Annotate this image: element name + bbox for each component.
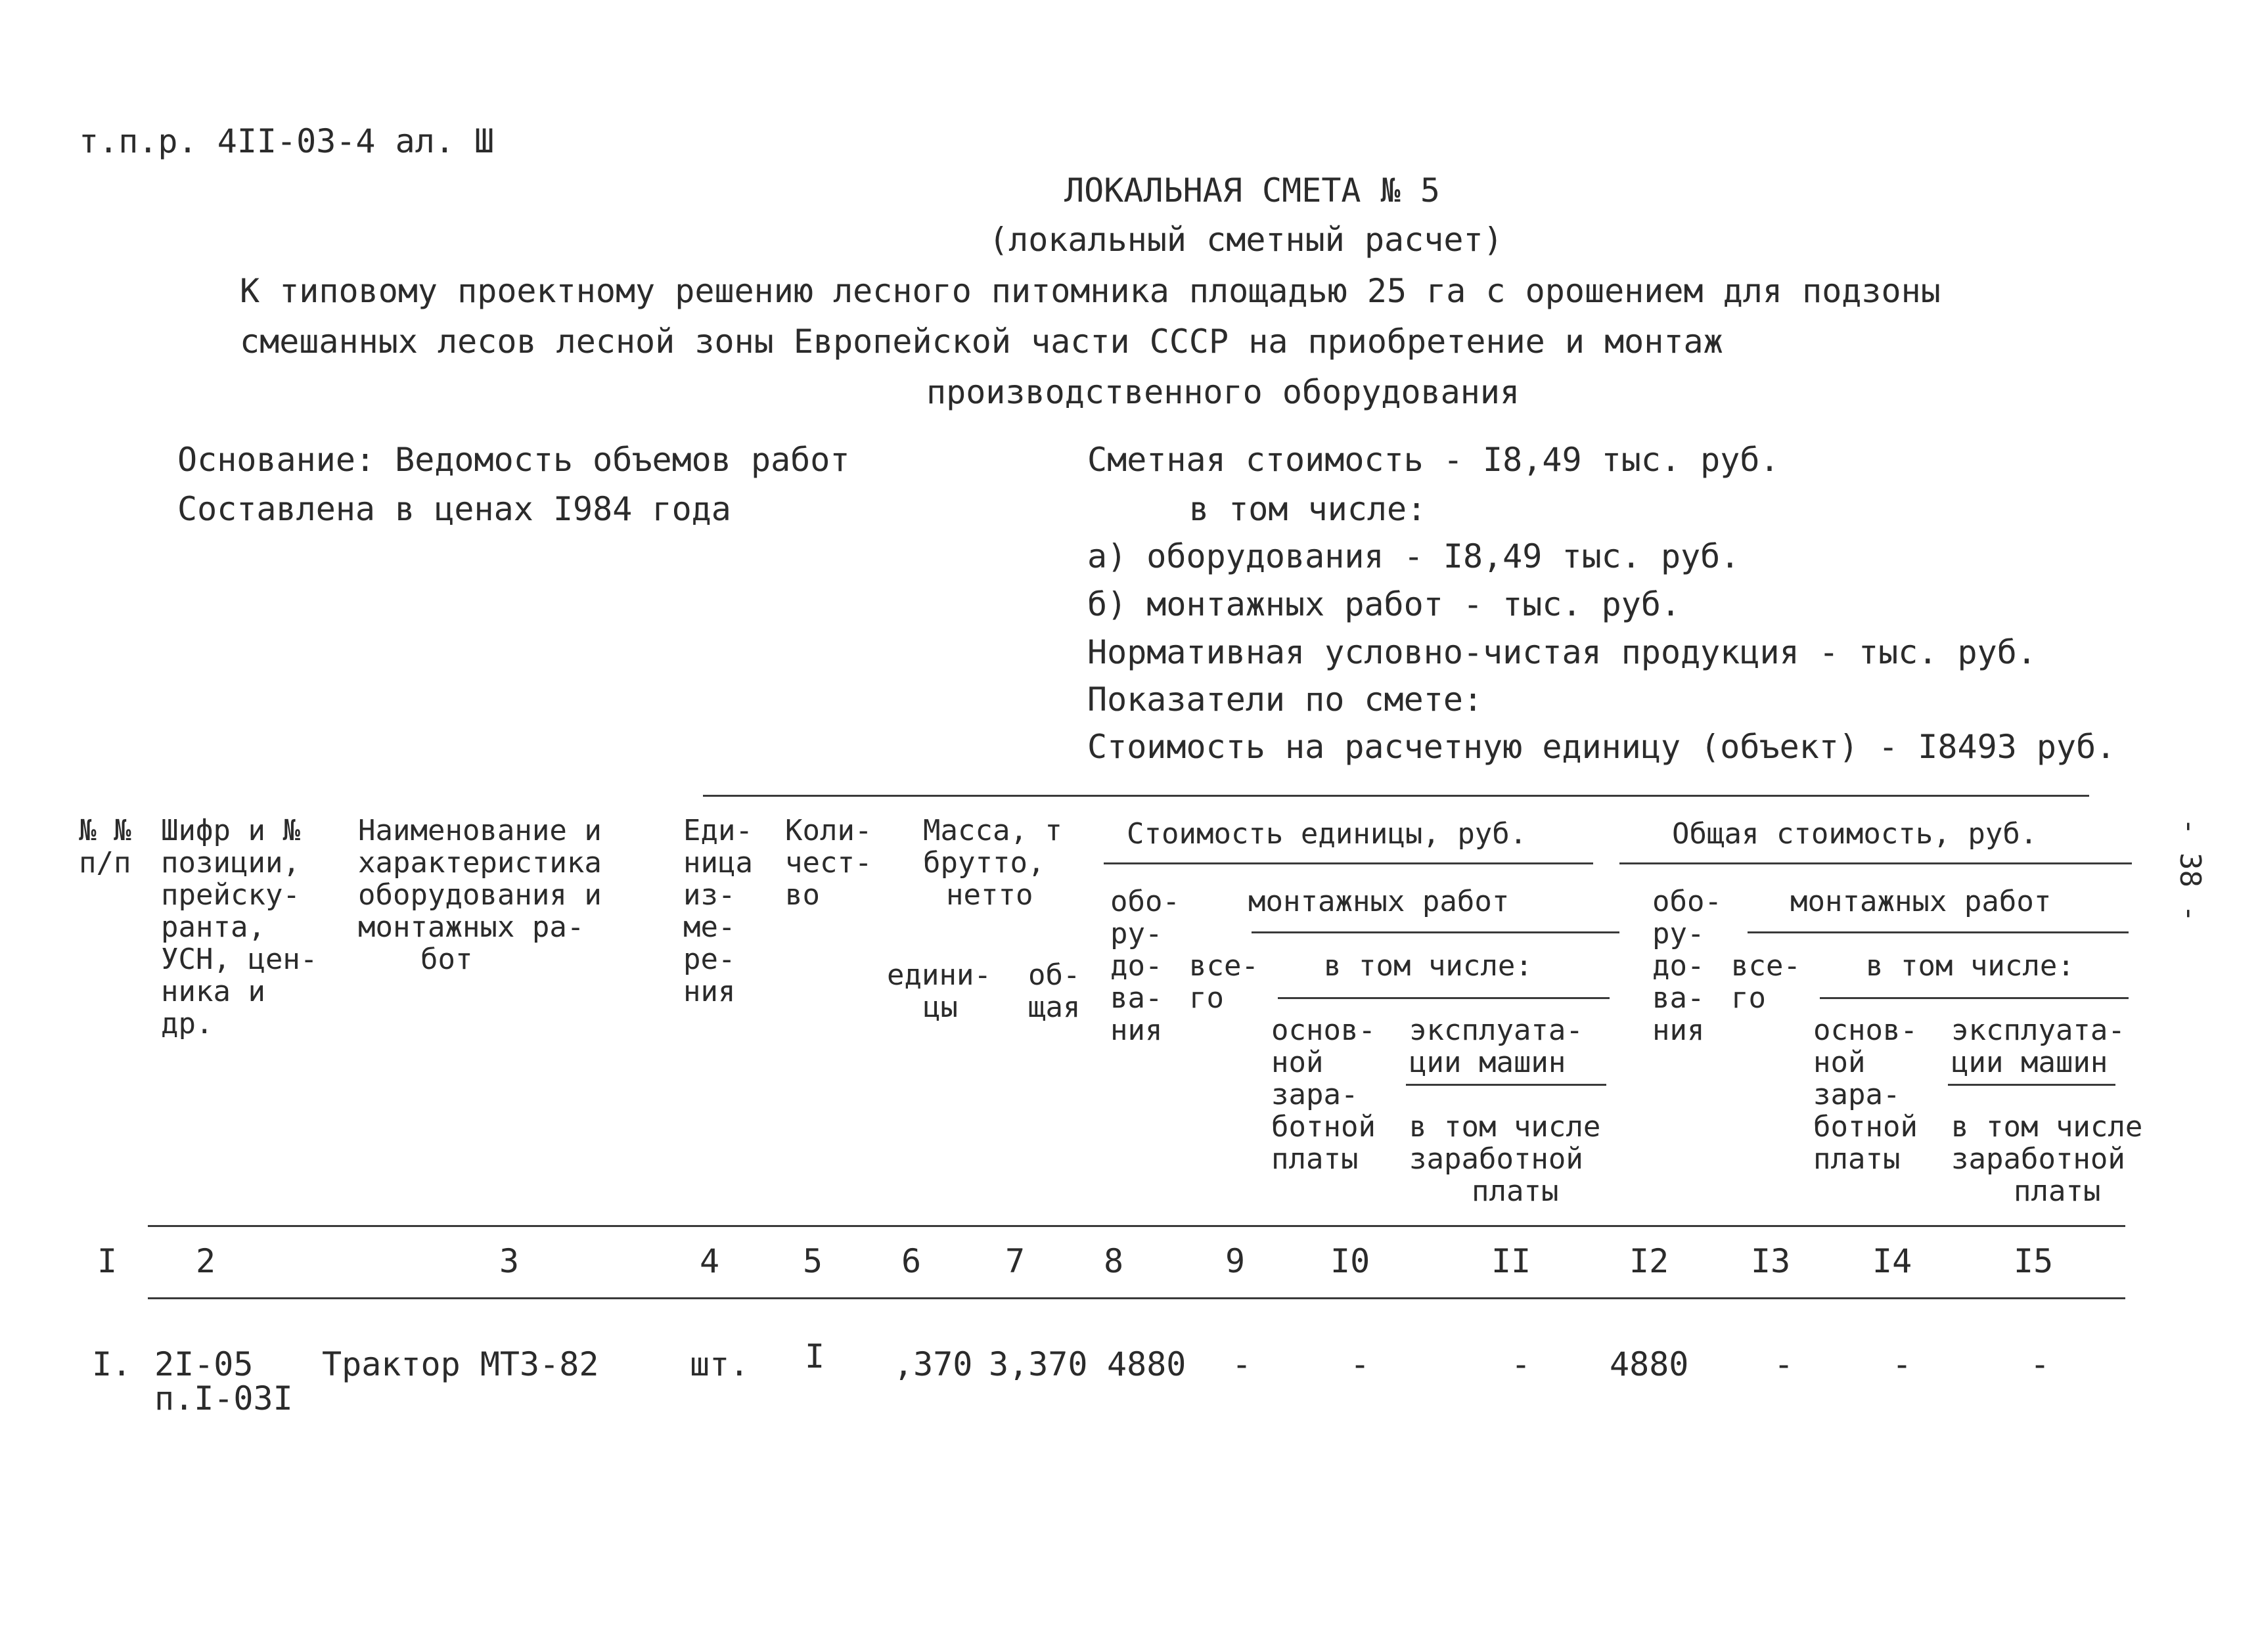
header-col-2-line-5: УСН, цен- [161,943,318,976]
header-col-4-line-1: Еди- [683,814,753,847]
row-all-total: - [1774,1345,1794,1383]
unit-equip-line-3: до- [1110,949,1163,983]
total-machines-wage-line-3: платы [2014,1174,2101,1208]
header-col-2-line-1: Шифр и № [161,814,300,847]
col-number-4: 4 [700,1242,720,1280]
header-col-3-line-5: бот [420,943,473,976]
header-col-2-line-3: прейску- [161,878,300,912]
row-wage-cost: - [1350,1345,1370,1383]
total-wage-line-4: ботной [1813,1110,1918,1144]
including-label: в том числе: [1189,490,1427,528]
header-mass-line-3: нетто [946,878,1033,912]
unit-machines-wage-line-2: заработной [1409,1142,1583,1176]
unit-cost-group-title: Стоимость единицы, руб. [1127,817,1527,851]
total-wage-line-2: ной [1813,1046,1866,1079]
row-wage-total: - [1892,1345,1912,1383]
row-qty: I [805,1337,825,1375]
row-all-cost: - [1232,1345,1252,1383]
indicators-label: Показатели по смете: [1087,681,1483,719]
unit-cost-underline [1104,862,1593,864]
unit-wage-line-1: основ- [1271,1014,1376,1047]
row-code-line-2: п.I-03I [154,1379,293,1418]
header-col-4-line-5: ре- [683,943,736,976]
description-line-3: производственного оборудования [926,373,1520,411]
header-col-2-line-2: позиции, [161,846,300,880]
col-number-13: I3 [1751,1242,1791,1280]
total-equip-line-2: ру- [1652,917,1705,950]
description-line-2: смешанных лесов лесной зоны Европейской части СССР на приобретение и монтаж [240,323,1723,361]
unit-wage-line-2: ной [1271,1046,1324,1079]
row-equip-cost: 4880 [1107,1345,1186,1383]
unit-machines-line-2: ции машин [1409,1046,1566,1079]
total-incl-title: в том числе: [1866,949,2075,983]
header-col-4-line-3: из- [683,878,736,912]
row-name: Трактор МТЗ-82 [322,1345,599,1383]
total-machines-underline [1948,1084,2115,1086]
total-wage-line-1: основ- [1813,1014,1918,1047]
col-number-15: I5 [2014,1242,2054,1280]
total-all-line-2: го [1731,981,1766,1015]
colnum-bottom-rule [148,1297,2125,1299]
document-reference: т.п.р. 4II-03-4 ал. Ш [79,122,495,160]
header-mass-line-2: брутто, [923,846,1045,880]
header-col-1-line-1: № № [79,814,131,847]
unit-install-underline [1252,931,1619,933]
unit-equip-line-5: ния [1110,1014,1163,1047]
unit-machines-wage-line-1: в том числе [1409,1110,1601,1144]
header-col-6-line-2: цы [923,991,958,1024]
document-title: ЛОКАЛЬНАЯ СМЕТА № 5 [1064,171,1440,210]
col-number-12: I2 [1629,1242,1669,1280]
header-col-3-line-1: Наименование и [358,814,602,847]
header-col-2-line-6: ника и [161,975,265,1008]
row-unit: шт. [690,1345,750,1383]
row-machine-cost: - [1511,1345,1531,1383]
total-wage-line-5: платы [1813,1142,1901,1176]
unit-install-title: монтажных работ [1248,885,1510,918]
header-col-2-line-7: др. [161,1007,214,1040]
total-machines-line-1: эксплуата- [1951,1014,2125,1047]
unit-equip-line-2: ру- [1110,917,1163,950]
total-equip-line-3: до- [1652,949,1705,983]
unit-equip-line-4: ва- [1110,981,1163,1015]
row-number: I. [92,1345,132,1383]
col-number-5: 5 [803,1242,823,1280]
header-col-5-line-1: Коли- [785,814,872,847]
total-install-underline [1748,931,2129,933]
unit-wage-line-4: ботной [1271,1110,1376,1144]
total-cost-group-title: Общая стоимость, руб. [1672,817,2038,851]
header-col-2-line-4: ранта, [161,910,265,944]
col-number-7: 7 [1005,1242,1026,1280]
unit-machines-line-1: эксплуата- [1409,1014,1583,1047]
unit-machines-wage-line-3: платы [1472,1174,1559,1208]
col-number-10: I0 [1330,1242,1370,1280]
unit-wage-line-3: зара- [1271,1078,1359,1111]
unit-equip-line-1: обо- [1110,885,1180,918]
col-number-11: II [1491,1242,1531,1280]
header-col-3-line-2: характеристика [358,846,602,880]
unit-all-line-2: го [1189,981,1224,1015]
col-number-3: 3 [499,1242,520,1280]
total-equip-line-5: ния [1652,1014,1705,1047]
page-number: - 38 - [2173,818,2207,922]
col-number-6: 6 [901,1242,922,1280]
row-mass-total: 3,370 [989,1345,1088,1383]
total-cost-underline [1619,862,2132,864]
row-code-line-1: 2I-05 [154,1345,254,1383]
total-machines-wage-line-2: заработной [1951,1142,2125,1176]
header-col-7-line-1: об- [1028,958,1081,992]
unit-wage-line-5: платы [1271,1142,1359,1176]
header-col-4-line-4: ме- [683,910,736,944]
description-line-1: К типовому проектному решению лесного питомника площадью 25 га с орошением для подзоны [240,272,1941,310]
unit-incl-title: в том числе: [1324,949,1533,983]
total-all-line-1: все- [1731,949,1801,983]
col-number-14: I4 [1872,1242,1912,1280]
header-col-4-line-6: ния [683,975,736,1008]
header-col-3-line-3: оборудования и [358,878,602,912]
header-col-3-line-4: монтажных ра- [358,910,585,944]
total-machines-line-2: ции машин [1951,1046,2108,1079]
installation-cost: б) монтажных работ - тыс. руб. [1087,585,1681,623]
estimated-cost: Сметная стоимость - I8,49 тыс. руб. [1087,441,1780,479]
prices-line: Составлена в ценах I984 года [177,490,731,528]
header-col-5-line-3: во [785,878,820,912]
header-col-7-line-2: щая [1028,991,1081,1024]
total-wage-line-3: зара- [1813,1078,1901,1111]
header-col-4-line-2: ница [683,846,753,880]
header-col-6-line-1: едини- [887,958,991,992]
col-number-2: 2 [196,1242,216,1280]
unit-all-line-1: все- [1189,949,1259,983]
col-number-9: 9 [1225,1242,1246,1280]
table-top-rule [703,795,2089,797]
basis-line: Основание: Ведомость объемов работ [177,441,850,479]
unit-incl-underline [1278,997,1610,999]
total-machines-wage-line-1: в том числе [1951,1110,2143,1144]
total-incl-underline [1820,997,2129,999]
row-mass-unit: ,370 [893,1345,973,1383]
total-equip-line-4: ва- [1652,981,1705,1015]
cost-per-unit: Стоимость на расчетную единицу (объект) - I8493 руб. [1087,728,2116,766]
unit-machines-underline [1406,1084,1606,1086]
header-bottom-rule [148,1225,2125,1227]
document-subtitle: (локальный сметный расчет) [989,221,1503,259]
total-equip-line-1: обо- [1652,885,1722,918]
col-number-8: 8 [1104,1242,1124,1280]
equipment-cost: а) оборудования - I8,49 тыс. руб. [1087,537,1740,575]
col-number-1: I [97,1242,118,1280]
row-machine-total: - [2030,1345,2050,1383]
row-equip-total: 4880 [1610,1345,1689,1383]
normative-product: Нормативная условно-чистая продукция - тыс. руб. [1087,633,2037,671]
header-mass-line-1: Масса, т [923,814,1062,847]
total-install-title: монтажных работ [1790,885,2052,918]
header-col-1-line-2: п/п [79,846,131,880]
header-col-5-line-2: чест- [785,846,872,880]
